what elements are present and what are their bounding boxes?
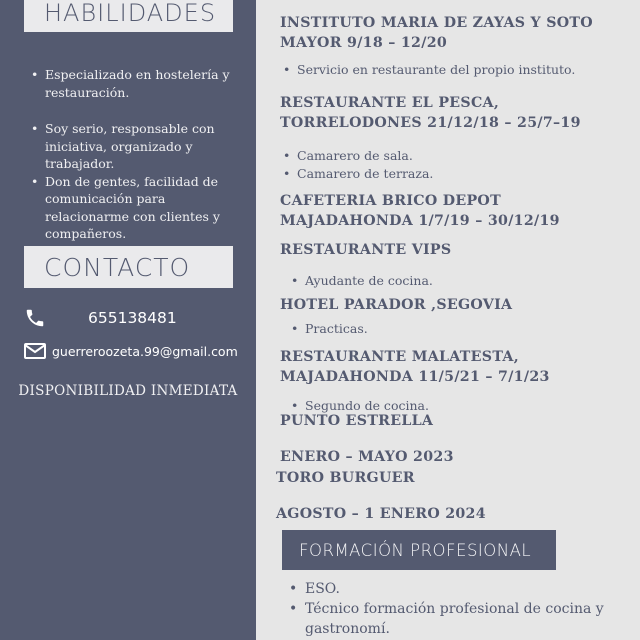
job-details <box>283 147 433 182</box>
phone-row <box>24 307 177 329</box>
job-title <box>280 347 550 387</box>
formacion-heading: FORMACIÓN PROFESIONAL <box>282 530 556 570</box>
skills-list <box>31 66 236 101</box>
job-title-line: RESTAURANTE VIPS <box>280 242 452 258</box>
email-row <box>24 343 238 359</box>
skill-item: • Soy serio, responsable con iniciativa, organizado y trabajador. <box>31 120 236 173</box>
job-detail-item: • Camarero de terraza. <box>283 165 433 183</box>
job-detail-item: • Practicas. <box>291 320 368 338</box>
job-detail-item: • Camarero de sala. <box>283 147 433 165</box>
contact-heading: CONTACTO <box>24 246 233 288</box>
formacion-list <box>289 579 639 639</box>
job-title-line: MAJADAHONDA 1/7/19 – 30/12/19 <box>280 213 560 229</box>
job-title-line: RESTAURANTE MALATESTA, <box>280 349 519 365</box>
job-details <box>291 320 368 338</box>
job-title-line: RESTAURANTE EL PESCA, <box>280 95 500 111</box>
job-title-line: AGOSTO – 1 ENERO 2024 <box>276 506 486 522</box>
phone-number[interactable]: 655138481 <box>88 309 177 327</box>
mail-icon <box>24 343 46 359</box>
job-title <box>276 504 486 524</box>
job-details <box>283 61 575 79</box>
skills-heading: HABILIDADES <box>24 0 233 32</box>
phone-icon <box>24 307 46 329</box>
job-title-line: PUNTO ESTRELLA <box>280 413 434 429</box>
job-title-line: MAYOR 9/18 – 12/20 <box>280 35 448 51</box>
job-title-line: HOTEL PARADOR ,SEGOVIA <box>280 297 513 313</box>
experience-column <box>256 0 640 640</box>
job-title-line: ENERO – MAYO 2023 <box>280 449 454 465</box>
job-title-line: MAJADAHONDA 11/5/21 – 7/1/23 <box>280 369 550 385</box>
formacion-item: • Técnico formación profesional de cocina y gastronomí. <box>289 599 639 639</box>
job-title <box>280 295 512 315</box>
sidebar <box>0 0 256 640</box>
job-details <box>291 272 433 290</box>
formacion-item: • ESO. <box>289 579 639 599</box>
job-detail-item: • Ayudante de cocina. <box>291 272 433 290</box>
email-address[interactable]: guerreroozeta.99@gmail.com <box>52 343 238 359</box>
availability-text: DISPONIBILIDAD INMEDIATA <box>18 383 238 399</box>
job-title <box>276 468 415 488</box>
skill-item: • Don de gentes, facilidad de comunicación para relacionarme con clientes y compañeros. <box>31 173 236 243</box>
job-title <box>280 93 581 133</box>
job-title-line: CAFETERIA BRICO DEPOT <box>280 193 501 209</box>
job-title-line: TORO BURGUER <box>276 470 415 486</box>
skill-item: • Especializado en hostelería y restauración. <box>31 66 236 101</box>
job-title <box>280 411 433 431</box>
job-title-line: INSTITUTO MARIA DE ZAYAS Y SOTO <box>280 15 593 31</box>
job-title-line: TORRELODONES 21/12/18 – 25/7–19 <box>280 115 581 131</box>
job-title <box>280 13 593 53</box>
skills-list-continued <box>31 120 236 243</box>
job-detail-item: • Segundo de cocina. <box>291 397 429 415</box>
job-title <box>280 240 451 260</box>
job-title <box>280 191 560 231</box>
job-detail-item: • Servicio en restaurante del propio instituto. <box>283 61 575 79</box>
job-title <box>280 447 454 467</box>
